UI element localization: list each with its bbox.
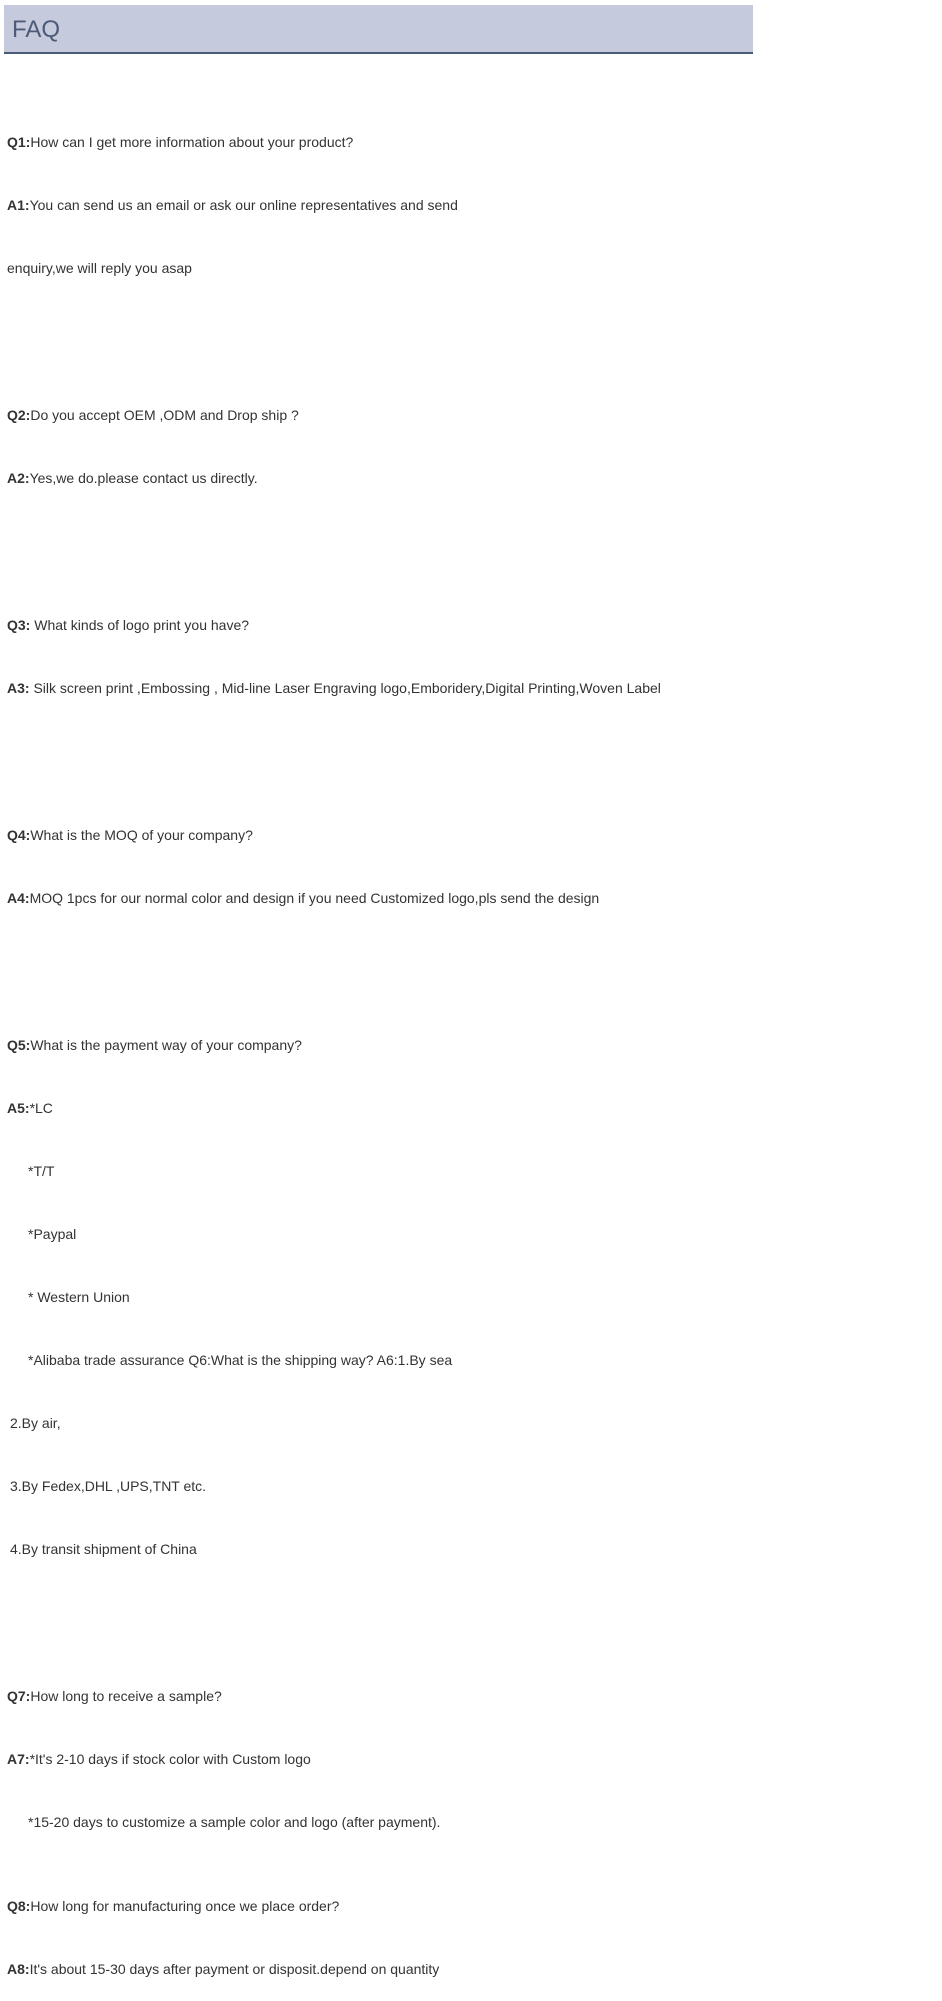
answer-item: 2.By air, bbox=[10, 1415, 61, 1431]
question-text: Do you accept OEM ,ODM and Drop ship ? bbox=[30, 407, 299, 423]
spacer bbox=[7, 741, 937, 762]
spacer bbox=[7, 951, 937, 972]
faq-body bbox=[7, 69, 937, 2001]
question-label: Q3: bbox=[7, 617, 31, 633]
answer-item: 3.By Fedex,DHL ,UPS,TNT etc. bbox=[10, 1478, 207, 1494]
answer-text: It's about 15-30 days after payment or disposit.depend on quantity bbox=[29, 1961, 440, 1977]
faq-answer bbox=[7, 1098, 937, 1119]
answer-item: *15-20 days to customize a sample color and logo (after payment). bbox=[28, 1814, 441, 1830]
page-title: FAQ bbox=[12, 16, 61, 43]
answer-item: *T/T bbox=[28, 1163, 55, 1179]
question-text: What kinds of logo print you have? bbox=[30, 617, 250, 633]
answer-text: Yes,we do.please contact us directly. bbox=[29, 470, 258, 486]
faq-question bbox=[7, 825, 937, 846]
faq-answer bbox=[7, 468, 937, 489]
answer-text: MOQ 1pcs for our normal color and design if you need Customized logo,pls send the design bbox=[29, 890, 600, 906]
faq-answer bbox=[7, 195, 937, 216]
question-text: What is the MOQ of your company? bbox=[30, 827, 253, 843]
answer-item: 4.By transit shipment of China bbox=[10, 1541, 197, 1557]
faq-answer bbox=[7, 1749, 937, 1770]
question-label: Q4: bbox=[7, 827, 31, 843]
answer-label: A2: bbox=[7, 470, 30, 486]
spacer bbox=[7, 321, 937, 342]
faq-question bbox=[7, 1686, 937, 1707]
answer-label: A5: bbox=[7, 1100, 30, 1116]
faq-question bbox=[7, 615, 937, 636]
question-label: Q8: bbox=[7, 1898, 31, 1914]
answer-text: *It's 2-10 days if stock color with Custom logo bbox=[29, 1751, 311, 1767]
question-text: How can I get more information about your product? bbox=[30, 134, 354, 150]
question-text: What is the payment way of your company? bbox=[30, 1037, 302, 1053]
answer-item: *Alibaba trade assurance Q6:What is the shipping way? A6:1.By sea bbox=[28, 1352, 453, 1368]
answer-label: A7: bbox=[7, 1751, 30, 1767]
answer-label: A3: bbox=[7, 680, 30, 696]
question-label: Q2: bbox=[7, 407, 31, 423]
faq-question bbox=[7, 132, 937, 153]
question-text: How long for manufacturing once we place order? bbox=[30, 1898, 340, 1914]
faq-question bbox=[7, 1896, 937, 1917]
answer-label: A1: bbox=[7, 197, 30, 213]
faq-header bbox=[4, 5, 753, 54]
faq-question bbox=[7, 1035, 937, 1056]
question-label: Q7: bbox=[7, 1688, 31, 1704]
answer-label: A4: bbox=[7, 890, 30, 906]
question-text: How long to receive a sample? bbox=[30, 1688, 222, 1704]
question-label: Q1: bbox=[7, 134, 31, 150]
spacer bbox=[7, 1602, 937, 1623]
spacer bbox=[7, 531, 937, 552]
question-label: Q5: bbox=[7, 1037, 31, 1053]
faq-question bbox=[7, 405, 937, 426]
answer-text: *LC bbox=[29, 1100, 53, 1116]
faq-answer bbox=[7, 888, 937, 909]
faq-answer bbox=[7, 678, 937, 699]
faq-answer bbox=[7, 1959, 937, 1980]
answer-text: Silk screen print ,Embossing , Mid-line Laser Engraving logo,Emboridery,Digital Printing,Woven Label bbox=[29, 680, 661, 696]
answer-item: * Western Union bbox=[28, 1289, 130, 1305]
answer-label: A8: bbox=[7, 1961, 30, 1977]
answer-continuation: enquiry,we will reply you asap bbox=[7, 260, 192, 276]
answer-item: *Paypal bbox=[28, 1226, 77, 1242]
answer-text: You can send us an email or ask our online representatives and send bbox=[29, 197, 458, 213]
